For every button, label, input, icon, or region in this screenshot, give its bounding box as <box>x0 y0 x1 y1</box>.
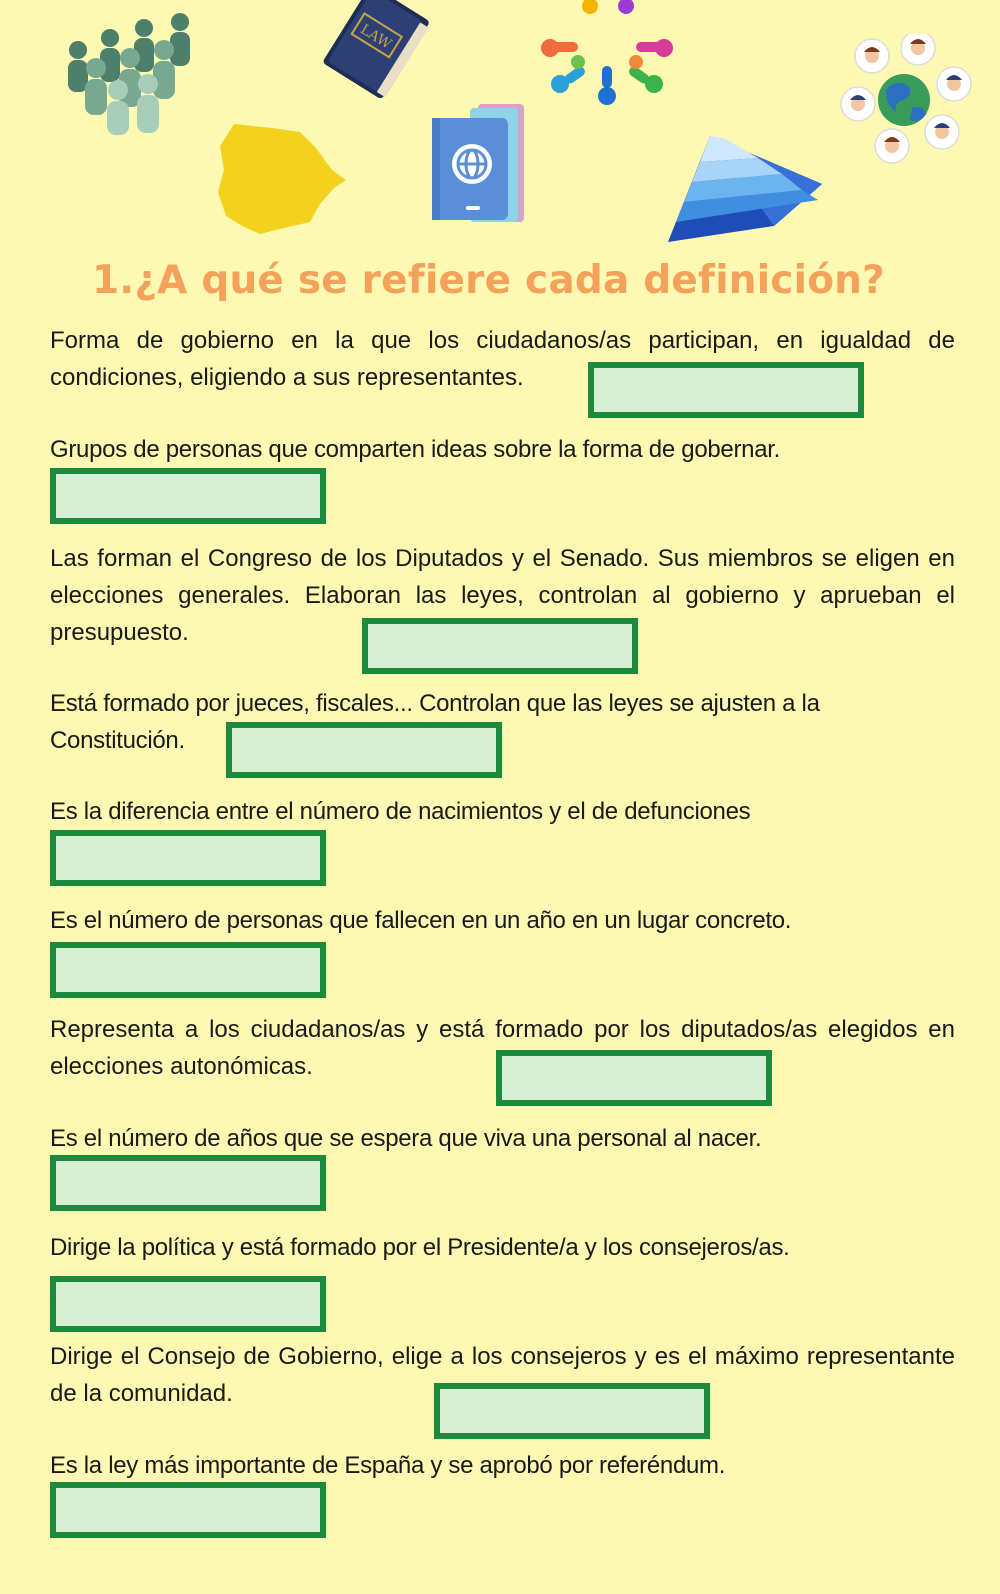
answer-box[interactable] <box>434 1383 710 1439</box>
definition-text: Forma de gobierno en la que los ciudadanos/as participan, en igualdad de condiciones, eligiendo a sus representantes. <box>50 327 955 391</box>
spain-map-icon <box>212 118 352 238</box>
definition-text: Representa a los ciudadanos/as y está formado por los diputados/as elegidos en elecciones autonómicas. <box>50 1016 955 1080</box>
answer-box[interactable] <box>50 1276 326 1332</box>
law-book-icon <box>308 0 433 100</box>
definition-text: Está formado por jueces, fiscales... Controlan que las leyes se ajusten a la Constitución. <box>50 690 820 754</box>
answer-box[interactable] <box>226 722 502 778</box>
definition-text: Es la ley más importante de España y se aprobó por referéndum. <box>50 1452 726 1479</box>
definition-text: Es el número de años que se espera que viva una personal al nacer. <box>50 1125 762 1152</box>
definition-text: Es la diferencia entre el número de nacimientos y el de defunciones <box>50 798 751 825</box>
answer-box[interactable] <box>50 1155 326 1211</box>
svg-text:LAW: LAW <box>357 21 395 53</box>
page-title: 1.¿A qué se refiere cada definición? <box>92 258 885 303</box>
world-population-icon <box>838 34 973 169</box>
definition-text: Dirige el Consejo de Gobierno, elige a los consejeros y es el máximo representante de la comunidad. <box>50 1343 955 1407</box>
answer-box[interactable] <box>50 830 326 886</box>
definition-text: Es el número de personas que fallecen en un año en un lugar concreto. <box>50 907 792 934</box>
answer-box[interactable] <box>50 468 326 524</box>
answer-box[interactable] <box>50 942 326 998</box>
people-group-icon <box>60 8 205 138</box>
people-circle-icon <box>530 0 685 105</box>
answer-box[interactable] <box>496 1050 772 1106</box>
definition-text: Dirige la política y está formado por el Presidente/a y los consejeros/as. <box>50 1234 790 1261</box>
definition-text: Grupos de personas que comparten ideas sobre la forma de gobernar. <box>50 436 780 463</box>
answer-box[interactable] <box>588 362 864 418</box>
population-pyramid-icon <box>662 130 828 246</box>
answer-box[interactable] <box>362 618 638 674</box>
passport-icon <box>428 102 532 226</box>
answer-box[interactable] <box>50 1482 326 1538</box>
definition-text: Las forman el Congreso de los Diputados y el Senado. Sus miembros se eligen en elecciones generales. Elaboran las leyes, controlan al gobierno y aprueban el presupuesto. <box>50 545 955 646</box>
